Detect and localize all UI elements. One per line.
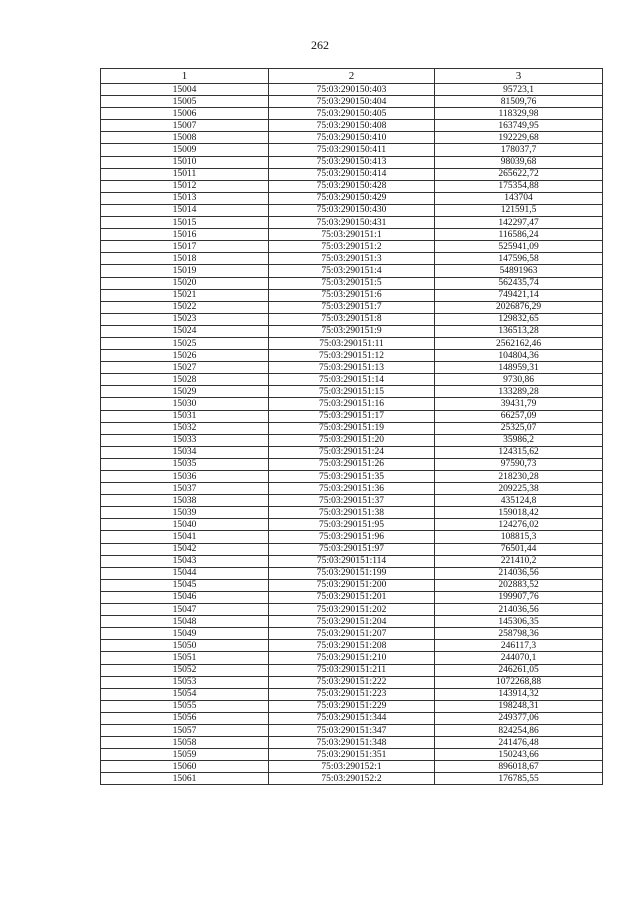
- table-row: [101, 229, 603, 241]
- cadastral-number-cell: 75:03:290151:95: [269, 519, 435, 531]
- table-row: [101, 555, 603, 567]
- row-number-cell: 15030: [101, 398, 269, 410]
- value-cell: 221410,2: [435, 555, 603, 567]
- table-row: [101, 471, 603, 483]
- value-cell: 142297,47: [435, 217, 603, 229]
- table-row: [101, 495, 603, 507]
- cadastral-number-cell: 75:03:290151:36: [269, 483, 435, 495]
- table-row: [101, 579, 603, 591]
- value-cell: 214036,56: [435, 604, 603, 616]
- cadastral-number-cell: 75:03:290151:3: [269, 253, 435, 265]
- cadastral-number-cell: 75:03:290151:348: [269, 737, 435, 749]
- value-cell: 246117,3: [435, 640, 603, 652]
- row-number-cell: 15025: [101, 337, 269, 349]
- table-row: [101, 168, 603, 180]
- cadastral-number-cell: 75:03:290151:35: [269, 471, 435, 483]
- cadastral-number-cell: 75:03:290151:202: [269, 604, 435, 616]
- row-number-cell: 15050: [101, 640, 269, 652]
- table-row: [101, 289, 603, 301]
- value-cell: 143704: [435, 192, 603, 204]
- value-cell: 148959,31: [435, 362, 603, 374]
- cadastral-number-cell: 75:03:290151:17: [269, 410, 435, 422]
- value-cell: 178037,7: [435, 144, 603, 156]
- table-row: [101, 591, 603, 603]
- table-row: [101, 458, 603, 470]
- table-row: [101, 434, 603, 446]
- row-number-cell: 15029: [101, 386, 269, 398]
- cadastral-number-cell: 75:03:290151:2: [269, 241, 435, 253]
- row-number-cell: 15061: [101, 773, 269, 785]
- value-cell: 249377,06: [435, 712, 603, 724]
- value-cell: 124276,02: [435, 519, 603, 531]
- cadastral-number-cell: 75:03:290151:344: [269, 712, 435, 724]
- row-number-cell: 15027: [101, 362, 269, 374]
- row-number-cell: 15007: [101, 120, 269, 132]
- value-cell: 147596,58: [435, 253, 603, 265]
- table-row: [101, 519, 603, 531]
- cadastral-number-cell: 75:03:290151:199: [269, 567, 435, 579]
- cadastral-number-cell: 75:03:290151:222: [269, 676, 435, 688]
- cadastral-number-cell: 75:03:290151:223: [269, 688, 435, 700]
- row-number-cell: 15042: [101, 543, 269, 555]
- row-number-cell: 15041: [101, 531, 269, 543]
- row-number-cell: 15010: [101, 156, 269, 168]
- value-cell: 25325,07: [435, 422, 603, 434]
- cadastral-number-cell: 75:03:290151:210: [269, 652, 435, 664]
- cadastral-number-cell: 75:03:290151:9: [269, 325, 435, 337]
- cadastral-number-cell: 75:03:290151:8: [269, 313, 435, 325]
- row-number-cell: 15048: [101, 616, 269, 628]
- value-cell: 258798,36: [435, 628, 603, 640]
- value-cell: 175354,88: [435, 180, 603, 192]
- row-number-cell: 15033: [101, 434, 269, 446]
- table-row: [101, 96, 603, 108]
- row-number-cell: 15016: [101, 229, 269, 241]
- cadastral-number-cell: 75:03:290151:15: [269, 386, 435, 398]
- column-header: 2: [269, 69, 435, 84]
- cadastral-number-cell: 75:03:290150:411: [269, 144, 435, 156]
- table-row: [101, 676, 603, 688]
- cadastral-number-cell: 75:03:290151:347: [269, 724, 435, 736]
- value-cell: 2026876,29: [435, 301, 603, 313]
- cadastral-number-cell: 75:03:290150:429: [269, 192, 435, 204]
- cadastral-number-cell: 75:03:290150:428: [269, 180, 435, 192]
- row-number-cell: 15014: [101, 204, 269, 216]
- table-row: [101, 156, 603, 168]
- table-row: [101, 761, 603, 773]
- value-cell: 241476,48: [435, 737, 603, 749]
- table-row: [101, 350, 603, 362]
- row-number-cell: 15040: [101, 519, 269, 531]
- row-number-cell: 15037: [101, 483, 269, 495]
- cadastral-number-cell: 75:03:290151:16: [269, 398, 435, 410]
- cadastral-number-cell: 75:03:290150:405: [269, 108, 435, 120]
- cadastral-number-cell: 75:03:290151:207: [269, 628, 435, 640]
- table-row: [101, 362, 603, 374]
- cadastral-number-cell: 75:03:290151:11: [269, 337, 435, 349]
- cadastral-number-cell: 75:03:290151:26: [269, 458, 435, 470]
- cadastral-number-cell: 75:03:290152:1: [269, 761, 435, 773]
- value-cell: 76501,44: [435, 543, 603, 555]
- table-row: [101, 108, 603, 120]
- table-row: [101, 712, 603, 724]
- value-cell: 199907,76: [435, 591, 603, 603]
- value-cell: 104804,36: [435, 350, 603, 362]
- cadastral-number-cell: 75:03:290151:229: [269, 700, 435, 712]
- row-number-cell: 15059: [101, 749, 269, 761]
- table-row: [101, 567, 603, 579]
- table-row: [101, 192, 603, 204]
- value-cell: 265622,72: [435, 168, 603, 180]
- value-cell: 97590,73: [435, 458, 603, 470]
- row-number-cell: 15018: [101, 253, 269, 265]
- value-cell: 562435,74: [435, 277, 603, 289]
- cadastral-number-cell: 75:03:290151:200: [269, 579, 435, 591]
- value-cell: 202883,52: [435, 579, 603, 591]
- value-cell: 2562162,46: [435, 337, 603, 349]
- row-number-cell: 15026: [101, 350, 269, 362]
- value-cell: 150243,66: [435, 749, 603, 761]
- table-row: [101, 724, 603, 736]
- cadastral-number-cell: 75:03:290151:1: [269, 229, 435, 241]
- table-row: [101, 446, 603, 458]
- table-row: [101, 640, 603, 652]
- table-row: [101, 241, 603, 253]
- table-row: [101, 604, 603, 616]
- cadastral-number-cell: 75:03:290150:430: [269, 204, 435, 216]
- cadastral-number-cell: 75:03:290151:211: [269, 664, 435, 676]
- cadastral-number-cell: 75:03:290151:208: [269, 640, 435, 652]
- row-number-cell: 15031: [101, 410, 269, 422]
- table-row: [101, 277, 603, 289]
- value-cell: 124315,62: [435, 446, 603, 458]
- row-number-cell: 15044: [101, 567, 269, 579]
- table-row: [101, 737, 603, 749]
- row-number-cell: 15034: [101, 446, 269, 458]
- table-row: [101, 144, 603, 156]
- row-number-cell: 15032: [101, 422, 269, 434]
- row-number-cell: 15058: [101, 737, 269, 749]
- table-body: [101, 84, 603, 785]
- value-cell: 192229,68: [435, 132, 603, 144]
- table-row: [101, 374, 603, 386]
- table-row: [101, 180, 603, 192]
- table-row: [101, 325, 603, 337]
- table-row: [101, 652, 603, 664]
- value-cell: 525941,09: [435, 241, 603, 253]
- table-row: [101, 543, 603, 555]
- row-number-cell: 15051: [101, 652, 269, 664]
- row-number-cell: 15057: [101, 724, 269, 736]
- value-cell: 129832,65: [435, 313, 603, 325]
- value-cell: 209225,38: [435, 483, 603, 495]
- value-cell: 98039,68: [435, 156, 603, 168]
- table-row: [101, 301, 603, 313]
- data-table: [100, 68, 603, 785]
- value-cell: 1072268,88: [435, 676, 603, 688]
- row-number-cell: 15006: [101, 108, 269, 120]
- value-cell: 824254,86: [435, 724, 603, 736]
- cadastral-number-cell: 75:03:290151:19: [269, 422, 435, 434]
- value-cell: 54891963: [435, 265, 603, 277]
- table-row: [101, 253, 603, 265]
- cadastral-number-cell: 75:03:290152:2: [269, 773, 435, 785]
- value-cell: 244070,1: [435, 652, 603, 664]
- row-number-cell: 15047: [101, 604, 269, 616]
- row-number-cell: 15022: [101, 301, 269, 313]
- value-cell: 9730,86: [435, 374, 603, 386]
- value-cell: 108815,3: [435, 531, 603, 543]
- table-row: [101, 204, 603, 216]
- value-cell: 118329,98: [435, 108, 603, 120]
- value-cell: 435124,8: [435, 495, 603, 507]
- value-cell: 176785,55: [435, 773, 603, 785]
- value-cell: 133289,28: [435, 386, 603, 398]
- cadastral-number-cell: 75:03:290151:201: [269, 591, 435, 603]
- value-cell: 145306,35: [435, 616, 603, 628]
- value-cell: 136513,28: [435, 325, 603, 337]
- table-row: [101, 700, 603, 712]
- table-row: [101, 313, 603, 325]
- cadastral-number-cell: 75:03:290151:12: [269, 350, 435, 362]
- cadastral-number-cell: 75:03:290151:204: [269, 616, 435, 628]
- table-row: [101, 628, 603, 640]
- value-cell: 95723,1: [435, 84, 603, 96]
- value-cell: 214036,56: [435, 567, 603, 579]
- cadastral-number-cell: 75:03:290150:414: [269, 168, 435, 180]
- value-cell: 198248,31: [435, 700, 603, 712]
- value-cell: 116586,24: [435, 229, 603, 241]
- cadastral-number-cell: 75:03:290151:7: [269, 301, 435, 313]
- table-row: [101, 132, 603, 144]
- value-cell: 896018,67: [435, 761, 603, 773]
- row-number-cell: 15049: [101, 628, 269, 640]
- cadastral-number-cell: 75:03:290151:96: [269, 531, 435, 543]
- table-header-row: [101, 69, 603, 84]
- row-number-cell: 15008: [101, 132, 269, 144]
- table-row: [101, 120, 603, 132]
- row-number-cell: 15043: [101, 555, 269, 567]
- table-row: [101, 410, 603, 422]
- value-cell: 218230,28: [435, 471, 603, 483]
- table-row: [101, 84, 603, 96]
- cadastral-number-cell: 75:03:290151:24: [269, 446, 435, 458]
- row-number-cell: 15046: [101, 591, 269, 603]
- column-header: 1: [101, 69, 269, 84]
- table-row: [101, 507, 603, 519]
- row-number-cell: 15012: [101, 180, 269, 192]
- row-number-cell: 15036: [101, 471, 269, 483]
- table-row: [101, 531, 603, 543]
- cadastral-number-cell: 75:03:290151:38: [269, 507, 435, 519]
- cadastral-number-cell: 75:03:290151:5: [269, 277, 435, 289]
- value-cell: 246261,05: [435, 664, 603, 676]
- row-number-cell: 15052: [101, 664, 269, 676]
- cadastral-number-cell: 75:03:290151:4: [269, 265, 435, 277]
- table-row: [101, 398, 603, 410]
- row-number-cell: 15055: [101, 700, 269, 712]
- row-number-cell: 15020: [101, 277, 269, 289]
- table-row: [101, 749, 603, 761]
- row-number-cell: 15021: [101, 289, 269, 301]
- row-number-cell: 15015: [101, 217, 269, 229]
- row-number-cell: 15035: [101, 458, 269, 470]
- value-cell: 749421,14: [435, 289, 603, 301]
- cadastral-number-cell: 75:03:290151:114: [269, 555, 435, 567]
- cadastral-number-cell: 75:03:290150:408: [269, 120, 435, 132]
- row-number-cell: 15004: [101, 84, 269, 96]
- cadastral-number-cell: 75:03:290151:37: [269, 495, 435, 507]
- row-number-cell: 15009: [101, 144, 269, 156]
- cadastral-number-cell: 75:03:290151:20: [269, 434, 435, 446]
- table-row: [101, 483, 603, 495]
- row-number-cell: 15005: [101, 96, 269, 108]
- value-cell: 39431,79: [435, 398, 603, 410]
- cadastral-number-cell: 75:03:290151:351: [269, 749, 435, 761]
- value-cell: 159018,42: [435, 507, 603, 519]
- row-number-cell: 15056: [101, 712, 269, 724]
- value-cell: 81509,76: [435, 96, 603, 108]
- row-number-cell: 15060: [101, 761, 269, 773]
- cadastral-number-cell: 75:03:290150:403: [269, 84, 435, 96]
- row-number-cell: 15045: [101, 579, 269, 591]
- table-row: [101, 773, 603, 785]
- cadastral-number-cell: 75:03:290150:431: [269, 217, 435, 229]
- cadastral-number-cell: 75:03:290151:13: [269, 362, 435, 374]
- value-cell: 121591,5: [435, 204, 603, 216]
- table-row: [101, 616, 603, 628]
- cadastral-number-cell: 75:03:290150:413: [269, 156, 435, 168]
- table-row: [101, 664, 603, 676]
- row-number-cell: 15019: [101, 265, 269, 277]
- table-row: [101, 688, 603, 700]
- table-row: [101, 217, 603, 229]
- row-number-cell: 15054: [101, 688, 269, 700]
- table-row: [101, 422, 603, 434]
- row-number-cell: 15017: [101, 241, 269, 253]
- cadastral-number-cell: 75:03:290150:410: [269, 132, 435, 144]
- column-header: 3: [435, 69, 603, 84]
- cadastral-number-cell: 75:03:290151:6: [269, 289, 435, 301]
- row-number-cell: 15013: [101, 192, 269, 204]
- row-number-cell: 15011: [101, 168, 269, 180]
- row-number-cell: 15039: [101, 507, 269, 519]
- cadastral-number-cell: 75:03:290151:97: [269, 543, 435, 555]
- row-number-cell: 15024: [101, 325, 269, 337]
- value-cell: 66257,09: [435, 410, 603, 422]
- row-number-cell: 15053: [101, 676, 269, 688]
- row-number-cell: 15028: [101, 374, 269, 386]
- cadastral-number-cell: 75:03:290150:404: [269, 96, 435, 108]
- value-cell: 143914,32: [435, 688, 603, 700]
- row-number-cell: 15038: [101, 495, 269, 507]
- table-row: [101, 386, 603, 398]
- value-cell: 35986,2: [435, 434, 603, 446]
- table-row: [101, 337, 603, 349]
- cadastral-number-cell: 75:03:290151:14: [269, 374, 435, 386]
- page-number: 262: [311, 38, 329, 52]
- value-cell: 163749,95: [435, 120, 603, 132]
- table-row: [101, 265, 603, 277]
- row-number-cell: 15023: [101, 313, 269, 325]
